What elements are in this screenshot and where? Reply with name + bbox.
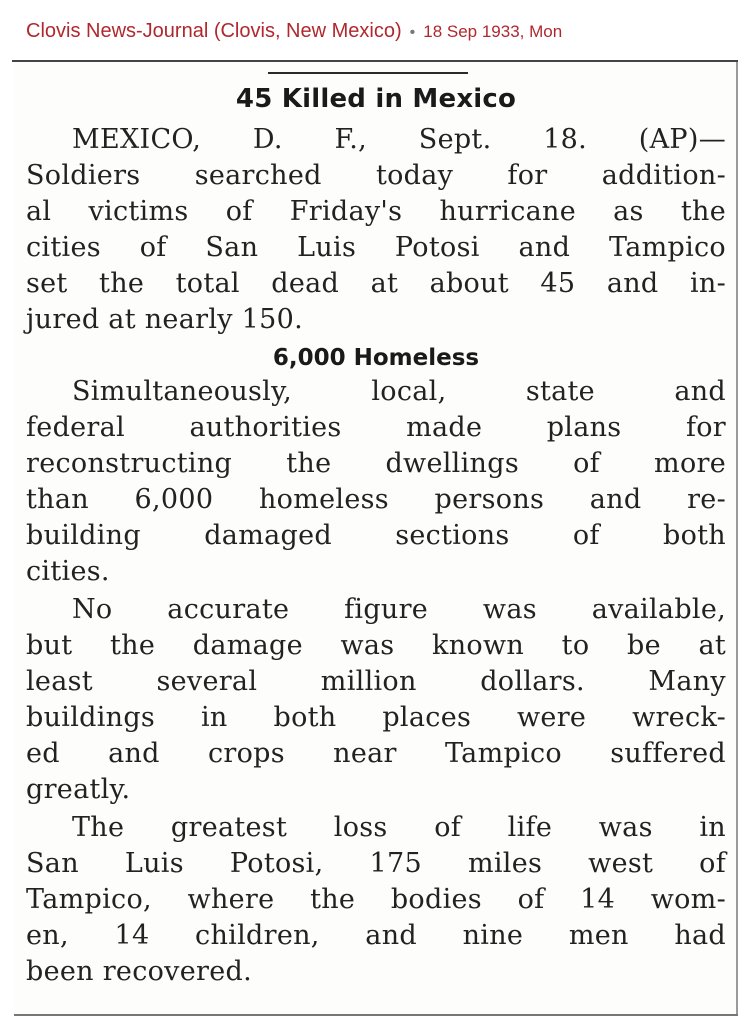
article-line: en, 14 children, and nine men had: [26, 920, 726, 951]
article-line: than 6,000 homeless persons and re-: [26, 484, 726, 515]
article-line: Simultaneously, local, state and: [72, 376, 726, 407]
article-headline: 45 Killed in Mexico: [235, 84, 517, 114]
article-line: jured at nearly 150.: [26, 304, 304, 335]
article-line: building damaged sections of both: [26, 520, 726, 551]
article-line: cities of San Luis Potosi and Tampico: [26, 232, 726, 263]
article-line: set the total dead at about 45 and in-: [26, 268, 726, 299]
article-line: San Luis Potosi, 175 miles west of: [26, 848, 726, 879]
article-line: The greatest loss of life was in: [72, 812, 726, 843]
newspaper-title[interactable]: Clovis News-Journal (Clovis, New Mexico): [26, 20, 402, 42]
article-line: federal authorities made plans for: [26, 412, 726, 443]
clipping-top-rule: [268, 72, 468, 74]
clipping-bottom-border: [14, 1014, 738, 1016]
newspaper-clipping: [14, 62, 738, 1016]
article-line: MEXICO, D. F., Sept. 18. (AP)—: [72, 124, 726, 155]
article-line: greatly.: [26, 774, 131, 805]
article-line: been recovered.: [26, 956, 252, 987]
publication-date[interactable]: 18 Sep 1933, Mon: [423, 22, 563, 41]
article-line: least several million dollars. Many: [26, 666, 726, 697]
article-line: buildings in both places were wreck-: [26, 702, 726, 733]
article-line: Soldiers searched today for addition-: [26, 160, 726, 191]
article-line: cities.: [26, 556, 110, 587]
article-line: but the damage was known to be at: [26, 630, 726, 661]
article-line: reconstructing the dwellings of more: [26, 448, 726, 479]
article-line: ed and crops near Tampico suffered: [26, 738, 726, 769]
article-line: Tampico, where the bodies of 14 wom-: [26, 884, 726, 915]
source-bar: [0, 0, 750, 62]
article-subheadline: 6,000 Homeless: [272, 345, 480, 371]
clipping-right-border: [736, 62, 738, 1016]
article-line: No accurate figure was available,: [72, 594, 726, 625]
source-separator: •: [409, 24, 416, 41]
article-line: al victims of Friday's hurricane as the: [26, 196, 726, 227]
